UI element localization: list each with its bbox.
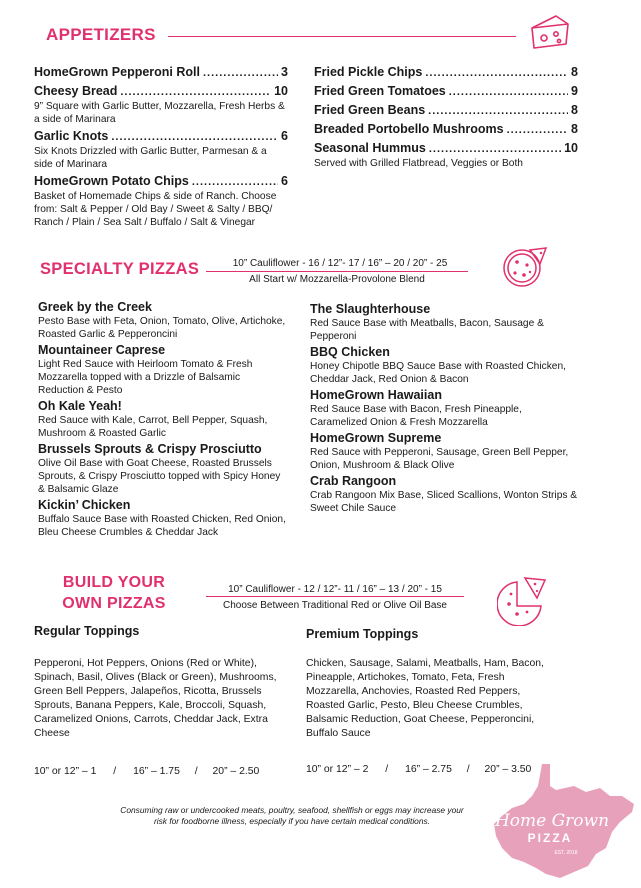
pizza-name: Mountaineer Caprese — [38, 343, 166, 357]
pizza-description: Light Red Sauce with Heirloom Tomato & Fresh Mozzarella topped with a Drizzle of Balsamic Reduction & Pesto — [38, 359, 253, 396]
appetizers-heading: APPETIZERS — [46, 25, 156, 44]
pizza-description: Honey Chipotle BBQ Sauce Base with Roasted Chicken, Cheddar Jack, Red Onion & Bacon — [310, 361, 566, 385]
logo-text-pizza: PIZZA — [527, 831, 573, 845]
pizza-description: Red Sauce with Kale, Carrot, Bell Pepper, Squash, Mushroom & Roasted Garlic — [38, 415, 268, 439]
food-safety-disclaimer: Consuming raw or undercooked meats, poultry, seafood, shellfish or eggs may increase your risk for foodborne illness, especially if you have certain medical conditions. — [120, 805, 464, 826]
build-heading-line2: OWN PIZZAS — [62, 595, 166, 612]
specialty-heading: SPECIALTY PIZZAS — [40, 260, 200, 278]
item-description: Six Knots Drizzled with Garlic Butter, Parmesan & a side of Marinara — [34, 146, 267, 170]
divider — [206, 271, 468, 272]
menu-item: Breaded Portobello Mushrooms ..... 8 — [314, 121, 578, 138]
pizza-name: HomeGrown Supreme — [310, 431, 442, 445]
premium-toppings-prices: 10” or 12” – 2 / 16” – 2.75 / 20” – 3.50 — [306, 764, 532, 775]
menu-item: Fried Green Beans ..... 8 — [314, 102, 578, 119]
menu-item: Seasonal Hummus ..... 10 — [314, 140, 578, 157]
menu-item: Cheesy Bread ..... 10 — [34, 83, 288, 100]
premium-toppings-title: Premium Toppings — [306, 627, 419, 641]
pizza-name: BBQ Chicken — [310, 345, 390, 359]
pizza-slice-icon — [497, 574, 549, 626]
pizza-icon — [500, 244, 550, 290]
divider — [168, 36, 516, 37]
pizza-name: Oh Kale Yeah! — [38, 399, 122, 413]
premium-toppings — [306, 627, 556, 741]
pizza-name: Greek by the Creek — [38, 300, 152, 314]
regular-toppings-title: Regular Toppings — [34, 624, 140, 638]
pizza-description: Red Sauce Base with Meatballs, Bacon, Sausage & Pepperoni — [310, 318, 544, 342]
item-description: Basket of Homemade Chips & side of Ranch. Choose from: Salt & Pepper / Old Bay / Sweet & Salty / BBQ/ Ranch / Plain / Sea Salt / Buffalo / Salt & Vinegar — [34, 191, 277, 228]
menu-item: Fried Pickle Chips ..... 8 — [314, 64, 578, 81]
menu-item: Fried Green Tomatoes ..... 9 — [314, 83, 578, 100]
pizza-description: Red Sauce with Pepperoni, Sausage, Green Bell Pepper, Onion, Mushroom & Black Olive — [310, 447, 569, 471]
build-heading-line1: BUILD YOUR — [62, 574, 166, 591]
regular-toppings-list: Pepperoni, Hot Peppers, Onions (Red or White), Spinach, Basil, Olives (Black or Green), Mushrooms, Green Bell Peppers, Jalapeños, Ricotta, Brussels Sprouts, Banana Peppers, Kale, Broccoli, Squash, Caramelized Onions, Carrots, Cheddar Jack, Extra Cheese — [34, 658, 277, 739]
specialty-prices: 10” Cauliflower - 16 / 12”- 17 / 16” – 20 / 20” - 25 — [232, 258, 448, 269]
menu-item: Garlic Knots ..... 6 — [34, 128, 288, 145]
build-note: Choose Between Traditional Red or Olive Oil Base — [222, 600, 447, 611]
pizza-name: Brussels Sprouts & Crispy Prosciutto — [38, 442, 262, 456]
homegrown-pizza-logo — [488, 762, 636, 880]
cheese-wedge-icon — [526, 8, 572, 54]
item-description: 9” Square with Garlic Butter, Mozzarella, Fresh Herbs & a side of Marinara — [34, 101, 285, 125]
item-description: Served with Grilled Flatbread, Veggies or Both — [314, 158, 523, 169]
pizza-description: Olive Oil Base with Goat Cheese, Roasted Brussels Sprouts, & Crispy Prosciutto topped with Spicy Honey & Balsamic Glaze — [38, 458, 281, 495]
regular-toppings-prices: 10” or 12” – 1 / 16” – 1.75 / 20” – 2.50 — [34, 766, 260, 777]
menu-item: HomeGrown Pepperoni Roll ..... 3 — [34, 64, 288, 81]
pizza-name: HomeGrown Hawaiian — [310, 388, 442, 402]
build-prices: 10” Cauliflower - 12 / 12”- 11 / 16” – 13 / 20” - 15 — [228, 584, 442, 595]
pizza-description: Red Sauce Base with Bacon, Fresh Pineapple, Caramelized Onion & Fresh Mozzarella — [310, 404, 522, 428]
pizza-description: Crab Rangoon Mix Base, Sliced Scallions, Wonton Strips & Sweet Chile Sauce — [310, 490, 578, 514]
logo-text-est: EST. 2018 — [554, 850, 578, 856]
divider — [206, 596, 464, 597]
logo-text-script: Home Grown — [494, 811, 610, 831]
regular-toppings — [34, 624, 284, 741]
specialty-right-column — [310, 302, 580, 517]
appetizers-right-column — [314, 64, 578, 170]
specialty-left-column — [38, 300, 288, 541]
pizza-description: Buffalo Sauce Base with Roasted Chicken, Red Onion, Bleu Cheese Crumbles & Cheddar Jack — [38, 514, 286, 538]
pizza-name: Kickin’ Chicken — [38, 498, 131, 512]
menu-item: HomeGrown Potato Chips ..... 6 — [34, 173, 288, 190]
pizza-name: The Slaughterhouse — [310, 302, 431, 316]
premium-toppings-list: Chicken, Sausage, Salami, Meatballs, Ham, Bacon, Pineapple, Artichokes, Tomato, Feta, Fresh Mozzarella, Anchovies, Roasted Red Peppers, Roasted Garlic, Pesto, Bleu Cheese Crumbles, Balsamic Reduction, Goat Cheese, Pepperoncini, Buffalo Sauce — [306, 658, 544, 739]
appetizers-left-column — [34, 64, 288, 229]
build-heading — [60, 572, 168, 614]
specialty-note: All Start w/ Mozzarella-Provolone Blend — [249, 274, 425, 285]
pizza-name: Crab Rangoon — [310, 474, 397, 488]
pizza-description: Pesto Base with Feta, Onion, Tomato, Olive, Artichoke, Roasted Garlic & Pepperoncini — [38, 316, 286, 340]
